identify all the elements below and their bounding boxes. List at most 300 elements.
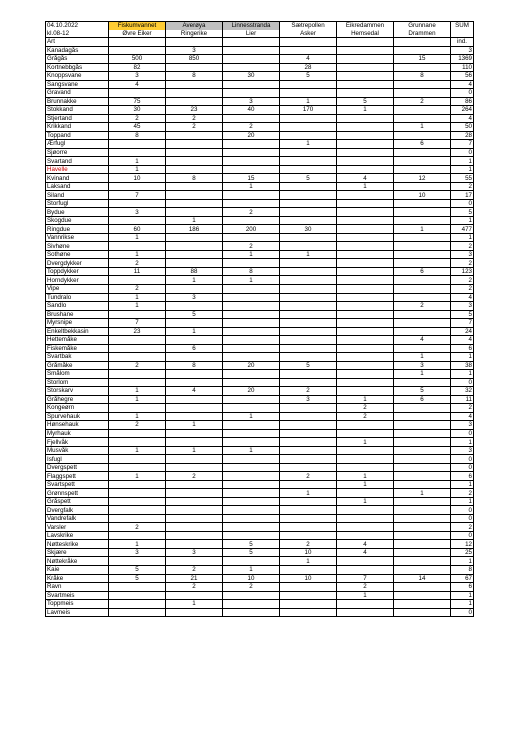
sum-cell: 11 bbox=[451, 395, 474, 404]
species-name: Sjøorre bbox=[46, 148, 109, 157]
sum-cell: 1 bbox=[451, 216, 474, 225]
species-name: Storfugl bbox=[46, 199, 109, 208]
count-cell: 2 bbox=[280, 540, 337, 549]
sum-cell: 1 bbox=[451, 233, 474, 242]
species-name: Hønsehauk bbox=[46, 421, 109, 430]
count-cell: 1 bbox=[223, 276, 280, 285]
sum-cell: 1 bbox=[451, 591, 474, 600]
count-cell bbox=[280, 165, 337, 174]
sum-cell: 0 bbox=[451, 148, 474, 157]
count-cell bbox=[394, 506, 451, 515]
count-cell bbox=[337, 506, 394, 515]
count-cell bbox=[337, 46, 394, 55]
count-cell: 40 bbox=[223, 106, 280, 115]
count-cell bbox=[223, 480, 280, 489]
count-cell bbox=[280, 131, 337, 140]
count-cell: 1 bbox=[109, 165, 166, 174]
count-cell bbox=[280, 370, 337, 379]
count-cell bbox=[166, 319, 223, 328]
sum-cell: 25 bbox=[451, 548, 474, 557]
species-name: Myrsnipe bbox=[46, 319, 109, 328]
count-cell: 88 bbox=[166, 267, 223, 276]
sum-cell: 3 bbox=[451, 421, 474, 430]
count-cell: 8 bbox=[109, 131, 166, 140]
count-cell bbox=[394, 63, 451, 72]
count-cell: 2 bbox=[337, 583, 394, 592]
species-name: Tundralo bbox=[46, 293, 109, 302]
count-cell bbox=[337, 514, 394, 523]
count-cell bbox=[223, 395, 280, 404]
header-row-art bbox=[46, 38, 474, 47]
count-cell bbox=[166, 523, 223, 532]
header-row-locations bbox=[46, 22, 474, 30]
count-cell bbox=[280, 199, 337, 208]
count-cell bbox=[394, 276, 451, 285]
count-cell: 1 bbox=[337, 591, 394, 600]
sum-cell: 0 bbox=[451, 531, 474, 540]
sum-cell: 4 bbox=[451, 114, 474, 123]
count-cell bbox=[223, 429, 280, 438]
table-row bbox=[46, 489, 474, 498]
table-row bbox=[46, 80, 474, 89]
table-row bbox=[46, 540, 474, 549]
table-row bbox=[46, 591, 474, 600]
count-cell: 3 bbox=[166, 293, 223, 302]
species-name: Gravand bbox=[46, 89, 109, 98]
count-cell: 1 bbox=[223, 250, 280, 259]
count-cell bbox=[223, 353, 280, 362]
count-cell: 5 bbox=[166, 310, 223, 319]
count-cell bbox=[394, 208, 451, 217]
count-cell bbox=[280, 114, 337, 123]
count-cell bbox=[109, 497, 166, 506]
count-cell bbox=[280, 89, 337, 98]
count-cell: 5 bbox=[280, 72, 337, 81]
table-row bbox=[46, 531, 474, 540]
sum-cell: 6 bbox=[451, 583, 474, 592]
location-place: Drammen bbox=[394, 30, 451, 38]
count-cell bbox=[280, 566, 337, 575]
location-place: Asker bbox=[280, 30, 337, 38]
sum-cell: 4 bbox=[451, 293, 474, 302]
count-cell: 1 bbox=[337, 480, 394, 489]
count-cell: 30 bbox=[280, 225, 337, 234]
count-cell bbox=[280, 531, 337, 540]
count-cell: 11 bbox=[109, 267, 166, 276]
count-cell: 4 bbox=[337, 540, 394, 549]
species-name: Grønnspett bbox=[46, 489, 109, 498]
sum-cell: 0 bbox=[451, 608, 474, 617]
count-cell bbox=[280, 123, 337, 132]
count-cell bbox=[166, 412, 223, 421]
table-row bbox=[46, 336, 474, 345]
count-cell bbox=[337, 463, 394, 472]
count-cell bbox=[223, 531, 280, 540]
count-cell bbox=[166, 353, 223, 362]
count-cell: 1 bbox=[109, 250, 166, 259]
count-cell bbox=[223, 319, 280, 328]
table-row bbox=[46, 557, 474, 566]
count-cell bbox=[280, 463, 337, 472]
count-cell bbox=[394, 540, 451, 549]
count-cell bbox=[280, 446, 337, 455]
table-row bbox=[46, 387, 474, 396]
species-name: Enkeltbekkasin bbox=[46, 327, 109, 336]
species-name: Kortnebbgås bbox=[46, 63, 109, 72]
header-row-places bbox=[46, 30, 474, 38]
count-cell bbox=[394, 566, 451, 575]
count-cell: 1 bbox=[109, 302, 166, 311]
count-cell: 3 bbox=[109, 548, 166, 557]
sum-cell: 0 bbox=[451, 455, 474, 464]
table-row bbox=[46, 429, 474, 438]
species-name: Isfugl bbox=[46, 455, 109, 464]
count-cell: 15 bbox=[394, 55, 451, 64]
sum-cell: 123 bbox=[451, 267, 474, 276]
bird-count-table bbox=[45, 21, 474, 617]
count-cell: 6 bbox=[394, 395, 451, 404]
table-row bbox=[46, 404, 474, 413]
count-cell bbox=[337, 531, 394, 540]
species-name: Toppdykker bbox=[46, 267, 109, 276]
count-cell bbox=[394, 199, 451, 208]
count-cell: 2 bbox=[280, 387, 337, 396]
table-row bbox=[46, 89, 474, 98]
count-cell: 1 bbox=[337, 438, 394, 447]
table-row bbox=[46, 97, 474, 106]
count-cell bbox=[109, 583, 166, 592]
count-cell: 8 bbox=[223, 267, 280, 276]
count-cell: 5 bbox=[109, 574, 166, 583]
count-cell bbox=[166, 370, 223, 379]
count-cell bbox=[166, 233, 223, 242]
count-cell bbox=[337, 302, 394, 311]
sum-cell: 12 bbox=[451, 540, 474, 549]
count-cell: 850 bbox=[166, 55, 223, 64]
sum-cell: 2 bbox=[451, 259, 474, 268]
count-cell: 1 bbox=[166, 600, 223, 609]
species-name: Svartspett bbox=[46, 480, 109, 489]
count-cell bbox=[280, 267, 337, 276]
count-cell: 1 bbox=[109, 293, 166, 302]
count-cell bbox=[337, 489, 394, 498]
count-cell bbox=[337, 131, 394, 140]
count-cell bbox=[394, 46, 451, 55]
species-name: Sothøne bbox=[46, 250, 109, 259]
count-cell bbox=[337, 319, 394, 328]
species-name: Vipe bbox=[46, 284, 109, 293]
species-name: Kongeørn bbox=[46, 404, 109, 413]
count-cell bbox=[166, 506, 223, 515]
table-row bbox=[46, 293, 474, 302]
count-cell: 1 bbox=[337, 395, 394, 404]
sum-cell: 2 bbox=[451, 182, 474, 191]
location-place: Lier bbox=[223, 30, 280, 38]
count-cell bbox=[394, 310, 451, 319]
species-name: Bydue bbox=[46, 208, 109, 217]
count-cell bbox=[337, 267, 394, 276]
table-row bbox=[46, 72, 474, 81]
count-cell bbox=[280, 506, 337, 515]
count-cell: 1 bbox=[109, 233, 166, 242]
count-cell bbox=[337, 455, 394, 464]
count-cell bbox=[337, 310, 394, 319]
species-name: Flaggspett bbox=[46, 472, 109, 481]
location-name: Fiskumvannet bbox=[109, 22, 166, 30]
count-cell: 5 bbox=[337, 97, 394, 106]
sum-cell: 4 bbox=[451, 80, 474, 89]
location-name: Linnesstranda bbox=[223, 22, 280, 30]
count-cell: 8 bbox=[166, 72, 223, 81]
location-name: Averøya bbox=[166, 22, 223, 30]
count-cell bbox=[223, 310, 280, 319]
table-row bbox=[46, 131, 474, 140]
count-cell: 1 bbox=[394, 225, 451, 234]
count-cell bbox=[280, 302, 337, 311]
sum-cell: 0 bbox=[451, 506, 474, 515]
count-cell bbox=[337, 284, 394, 293]
count-cell bbox=[280, 148, 337, 157]
species-name: Brushane bbox=[46, 310, 109, 319]
count-cell bbox=[394, 148, 451, 157]
count-cell bbox=[394, 523, 451, 532]
count-cell bbox=[394, 216, 451, 225]
count-cell bbox=[109, 463, 166, 472]
count-cell bbox=[223, 148, 280, 157]
count-cell: 1 bbox=[223, 412, 280, 421]
count-cell: 21 bbox=[166, 574, 223, 583]
count-cell: 1 bbox=[280, 557, 337, 566]
species-name: Musvåk bbox=[46, 446, 109, 455]
count-cell: 4 bbox=[280, 55, 337, 64]
sum-header: SUM bbox=[451, 22, 474, 30]
count-cell: 1 bbox=[337, 472, 394, 481]
table-row bbox=[46, 344, 474, 353]
sum-cell: 2 bbox=[451, 404, 474, 413]
count-cell: 1 bbox=[109, 412, 166, 421]
species-name: Dvergspett bbox=[46, 463, 109, 472]
count-cell bbox=[109, 557, 166, 566]
count-cell: 3 bbox=[394, 361, 451, 370]
count-cell: 4 bbox=[337, 548, 394, 557]
count-cell bbox=[166, 531, 223, 540]
table-row bbox=[46, 106, 474, 115]
count-cell bbox=[280, 412, 337, 421]
count-cell bbox=[109, 378, 166, 387]
count-cell bbox=[280, 80, 337, 89]
count-cell bbox=[109, 310, 166, 319]
count-cell bbox=[166, 497, 223, 506]
sum-cell: 1 bbox=[451, 480, 474, 489]
count-cell: 14 bbox=[394, 574, 451, 583]
count-cell: 1 bbox=[166, 446, 223, 455]
table-row bbox=[46, 523, 474, 532]
species-name: Myrhauk bbox=[46, 429, 109, 438]
count-cell bbox=[109, 514, 166, 523]
count-cell: 2 bbox=[166, 566, 223, 575]
count-cell bbox=[280, 157, 337, 166]
count-cell bbox=[394, 293, 451, 302]
count-cell bbox=[109, 276, 166, 285]
table-row bbox=[46, 361, 474, 370]
count-cell: 1 bbox=[223, 446, 280, 455]
sum-cell: 0 bbox=[451, 378, 474, 387]
count-cell bbox=[166, 514, 223, 523]
table-row bbox=[46, 140, 474, 149]
count-cell: 7 bbox=[109, 191, 166, 200]
species-name: Svartand bbox=[46, 157, 109, 166]
count-cell: 186 bbox=[166, 225, 223, 234]
sum-cell: 3 bbox=[451, 446, 474, 455]
count-cell: 23 bbox=[109, 327, 166, 336]
species-name: Sivhøne bbox=[46, 242, 109, 251]
sum-cell: 2 bbox=[451, 489, 474, 498]
count-cell bbox=[280, 259, 337, 268]
count-cell bbox=[337, 429, 394, 438]
species-name: Kvinand bbox=[46, 174, 109, 183]
count-cell bbox=[223, 114, 280, 123]
count-cell bbox=[223, 165, 280, 174]
count-cell: 2 bbox=[166, 472, 223, 481]
count-cell bbox=[223, 378, 280, 387]
count-cell: 10 bbox=[223, 574, 280, 583]
count-cell bbox=[394, 583, 451, 592]
count-cell: 2 bbox=[109, 114, 166, 123]
count-cell bbox=[280, 242, 337, 251]
count-cell: 3 bbox=[280, 395, 337, 404]
table-row bbox=[46, 378, 474, 387]
count-cell bbox=[109, 182, 166, 191]
count-cell bbox=[280, 429, 337, 438]
count-cell bbox=[223, 216, 280, 225]
count-cell bbox=[280, 353, 337, 362]
table-row bbox=[46, 319, 474, 328]
count-cell: 30 bbox=[223, 72, 280, 81]
sum-cell: 0 bbox=[451, 89, 474, 98]
count-cell bbox=[394, 284, 451, 293]
count-cell: 28 bbox=[280, 63, 337, 72]
count-cell bbox=[337, 327, 394, 336]
count-cell bbox=[394, 438, 451, 447]
count-cell bbox=[394, 378, 451, 387]
table-row bbox=[46, 438, 474, 447]
count-cell: 7 bbox=[337, 574, 394, 583]
species-name: Sangsvane bbox=[46, 80, 109, 89]
count-cell bbox=[223, 140, 280, 149]
table-row bbox=[46, 276, 474, 285]
count-cell bbox=[394, 114, 451, 123]
count-cell bbox=[280, 404, 337, 413]
count-cell bbox=[280, 378, 337, 387]
count-cell: 30 bbox=[109, 106, 166, 115]
count-cell bbox=[394, 455, 451, 464]
sum-cell: 67 bbox=[451, 574, 474, 583]
count-cell: 170 bbox=[280, 106, 337, 115]
count-cell bbox=[223, 46, 280, 55]
count-cell bbox=[337, 208, 394, 217]
species-name: Siland bbox=[46, 191, 109, 200]
sum-cell: 1369 bbox=[451, 55, 474, 64]
count-cell bbox=[223, 489, 280, 498]
count-cell bbox=[166, 557, 223, 566]
sum-cell: 1 bbox=[451, 600, 474, 609]
sum-cell: 5 bbox=[451, 310, 474, 319]
count-cell bbox=[337, 378, 394, 387]
count-cell bbox=[166, 438, 223, 447]
table-row bbox=[46, 123, 474, 132]
sum-cell: 56 bbox=[451, 72, 474, 81]
count-cell bbox=[337, 600, 394, 609]
count-cell bbox=[280, 191, 337, 200]
count-cell: 3 bbox=[223, 97, 280, 106]
table-row bbox=[46, 284, 474, 293]
sum-cell: 6 bbox=[451, 472, 474, 481]
count-cell: 10 bbox=[280, 574, 337, 583]
count-cell bbox=[394, 463, 451, 472]
sum-cell: 1 bbox=[451, 165, 474, 174]
count-cell bbox=[166, 378, 223, 387]
count-cell bbox=[280, 293, 337, 302]
count-cell: 10 bbox=[280, 548, 337, 557]
table-row bbox=[46, 63, 474, 72]
count-cell bbox=[337, 344, 394, 353]
species-name: Knoppsvane bbox=[46, 72, 109, 81]
count-cell bbox=[337, 421, 394, 430]
count-cell bbox=[223, 404, 280, 413]
table-row bbox=[46, 191, 474, 200]
bird-count-sheet bbox=[45, 21, 473, 617]
count-cell: 8 bbox=[166, 361, 223, 370]
count-cell bbox=[223, 438, 280, 447]
count-cell bbox=[394, 80, 451, 89]
count-cell bbox=[223, 523, 280, 532]
species-name: Nøttekråke bbox=[46, 557, 109, 566]
sum-cell: 2 bbox=[451, 523, 474, 532]
count-cell bbox=[394, 327, 451, 336]
count-cell: 5 bbox=[223, 548, 280, 557]
count-cell bbox=[337, 523, 394, 532]
count-cell: 2 bbox=[109, 284, 166, 293]
count-cell: 1 bbox=[394, 123, 451, 132]
count-cell bbox=[337, 140, 394, 149]
table-row bbox=[46, 165, 474, 174]
count-cell: 2 bbox=[394, 97, 451, 106]
count-cell bbox=[337, 63, 394, 72]
count-cell bbox=[280, 480, 337, 489]
count-cell bbox=[166, 395, 223, 404]
count-cell: 2 bbox=[166, 123, 223, 132]
count-cell bbox=[223, 497, 280, 506]
count-cell bbox=[223, 199, 280, 208]
count-cell bbox=[280, 455, 337, 464]
count-cell bbox=[280, 327, 337, 336]
count-cell bbox=[166, 97, 223, 106]
count-cell: 3 bbox=[109, 72, 166, 81]
species-name: Storlom bbox=[46, 378, 109, 387]
count-cell bbox=[109, 591, 166, 600]
count-cell: 5 bbox=[280, 361, 337, 370]
count-cell: 1 bbox=[166, 276, 223, 285]
sum-cell: 1 bbox=[451, 157, 474, 166]
sum-cell: 17 bbox=[451, 191, 474, 200]
species-name: Ravn bbox=[46, 583, 109, 592]
count-cell bbox=[166, 199, 223, 208]
count-cell: 1 bbox=[394, 370, 451, 379]
count-cell bbox=[166, 591, 223, 600]
table-row bbox=[46, 583, 474, 592]
count-cell bbox=[394, 106, 451, 115]
count-cell: 1 bbox=[166, 421, 223, 430]
